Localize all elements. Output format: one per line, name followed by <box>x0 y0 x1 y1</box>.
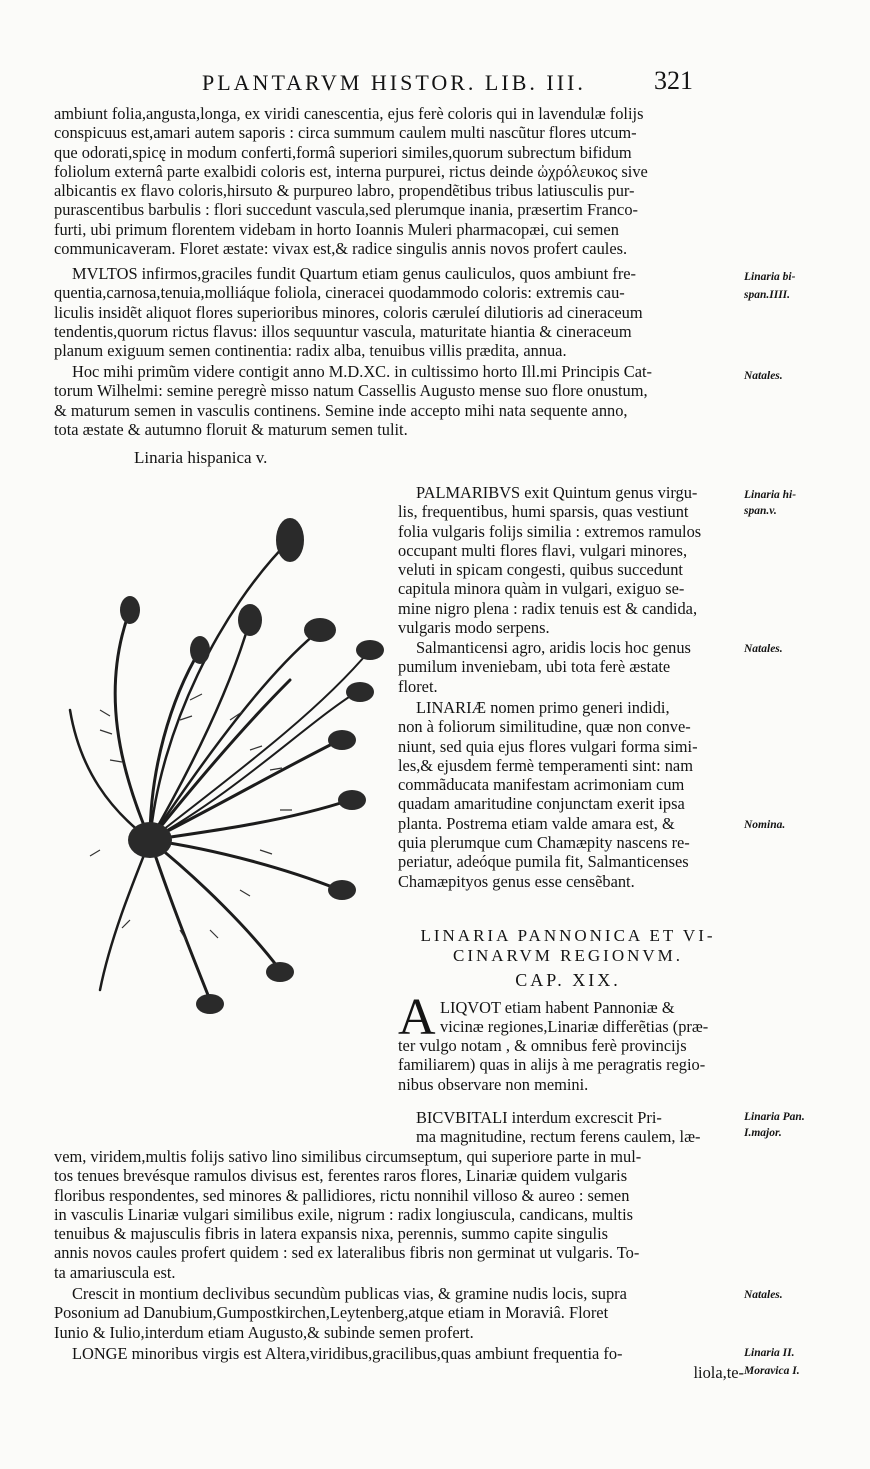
text-line: ambiunt folia,angusta,longa, ex viridi canescentia, ejus ferè coloris qui in lavendulæ folijs <box>54 104 644 123</box>
text-line: MVLTOS infirmos,graciles fundit Quartum etiam genus cauliculos, quos ambiunt fre- <box>72 264 637 283</box>
text-line: torum Wilhelmi: semine peregrè misso natum Cassellis Augusto mense suo flore onustum, <box>54 381 648 401</box>
running-head: PLANTARVM HISTOR. LIB. III. <box>202 70 586 95</box>
chapter-title-line-2: CINARVM REGIONVM. <box>452 946 684 965</box>
text-line: periatur, adeóque pumila fit, Salmanticenses <box>398 852 689 872</box>
page-number: 321 <box>654 66 693 95</box>
text-line: capitula minora quàm in vulgari, exiguo se- <box>398 579 685 599</box>
text-line: tendentis,quorum rictus flavus: illos sequuntur vascula, maturitate hiantia & cineraceum <box>54 321 632 341</box>
text-line: ma magnitudine, rectum ferens caulem, læ- <box>416 1127 701 1147</box>
text-line: Crescit in montium declivibus secundùm publicas vias, & gramine nudis locis, supra <box>72 1284 627 1303</box>
paragraph-aliquot-tail <box>398 1036 738 1094</box>
text-line: vulgaris modo serpens. <box>398 618 550 638</box>
text-line: que odorati,spicę in modum conferti,formâ superiori similes,quorum subrectum bifidum <box>54 142 632 162</box>
text-line: tenuibus & majusculis fibris in latera expansis nixa, perennis, summo capite singulis <box>54 1224 609 1244</box>
figure-caption: Linaria hispanica v. <box>134 448 268 467</box>
text-line: veluti in spicam congesti, quibus succedunt <box>398 560 683 580</box>
text-line: annis novos caules profert quidem : sed ex lateralibus fibris non germinat ut vulgaris. To- <box>54 1243 640 1263</box>
margin-note: Linaria bi- <box>744 271 796 283</box>
page-header <box>150 64 830 104</box>
linaria-woodcut-illustration <box>40 470 400 1050</box>
text-line: BICVBITALI interdum excrescit Pri- <box>416 1108 662 1127</box>
text-line: LONGE minoribus virgis est Altera,viridibus,gracilibus,quas ambiunt frequentia fo- <box>72 1344 623 1363</box>
top-paragraph <box>54 104 744 258</box>
text-line: Posonium ad Danubium,Gumpostkirchen,Leytenberg,atque etiam in Moraviâ. Floret <box>54 1303 609 1323</box>
paragraph-bicubitali <box>398 1108 738 1147</box>
text-line: Chamæpityos genus esse censẽbant. <box>398 871 635 891</box>
text-line: in vasculis Linariæ vulgari similibus exile, nigrum : radix longiuscula, candicans, multis <box>54 1204 634 1224</box>
text-line: & maturum semen in vasculis continens. Semine inde accepto mihi nata sequente anno, <box>54 400 628 420</box>
text-line: foliolum externâ parte exalbidi coloris est, interna purpurei, rictus deinde ὠχρόλευκος sive <box>54 161 648 181</box>
text-line: floret. <box>398 676 438 696</box>
text-line: non à foliorum similitudine, quæ non conve- <box>398 717 691 737</box>
text-line: Salmanticensi agro, aridis locis hoc genus <box>416 638 691 657</box>
text-line: ter vulgo notam , & omnibus ferè provincijs <box>398 1036 687 1055</box>
text-line: nibus observare non memini. <box>398 1074 589 1094</box>
text-line: liculis insidẽt aliquot flores superioribus minores, coloris cæruleí dilutioris ad cineraceum <box>54 302 643 322</box>
paragraph-palmaribus <box>398 483 738 637</box>
paragraph-linariae <box>398 698 738 891</box>
margin-note: Linaria II. <box>744 1347 795 1359</box>
text-line: LIQVOT etiam habent Pannoniæ & <box>440 998 675 1017</box>
text-line: folia vulgaris folijs similia : extremos ramulos <box>398 521 702 541</box>
text-line: PALMARIBVS exit Quintum genus virgu- <box>416 483 698 502</box>
margin-note: span.IIII. <box>744 289 791 301</box>
text-line: commãducata manifestam acrimoniam cum <box>398 775 685 795</box>
text-line: mine nigro plena : radix tenuis est & candida, <box>398 598 698 618</box>
text-line: ta amariuscula est. <box>54 1262 176 1282</box>
paragraph-longe <box>54 1344 744 1383</box>
paragraph-crescit <box>54 1284 744 1342</box>
text-line: Hoc mihi primũm videre contigit anno M.D.XC. in cultissimo horto Ill.mi Principis Cat- <box>72 362 652 381</box>
margin-note: I.major. <box>744 1127 782 1139</box>
text-line: planta. Postrema etiam valde amara est, & <box>398 813 675 833</box>
margin-note: Linaria Pan. <box>744 1111 805 1123</box>
paragraph-salmanticensi <box>398 638 738 696</box>
text-line: communicaveram. Floret æstate: vivax est,& radice singulis annis novos profert caules. <box>54 239 628 259</box>
text-line: conspicuus est,amari autem saporis : circa summum caulem multi nascũtur flores utcum- <box>54 123 637 143</box>
text-line: LINARIÆ nomen primo generi indidi, <box>416 698 670 717</box>
chapter-number: CAP. XIX. <box>515 970 621 990</box>
paragraph-multos <box>54 264 744 360</box>
margin-note: Natales. <box>744 1289 783 1301</box>
margin-note: Linaria hi- <box>744 489 797 501</box>
text-line: purascentibus barbulis : flori succedunt vascula,sed plerumque inania, præsertim Franco- <box>54 200 638 220</box>
text-line: tos tenues brevésque ramulos divisus est, ferentes raros flores, Linariæ quidem vulgaris <box>54 1166 628 1186</box>
text-line: Iunio & Iulio,interdum etiam Augusto,& subinde semen profert. <box>54 1322 474 1342</box>
text-line: vicinæ regiones,Linariæ differẽtias (præ- <box>440 1017 709 1037</box>
paragraph-aliquot-head <box>440 998 740 1037</box>
drop-capital: A <box>398 989 436 1046</box>
text-line: familiarem) quas in alijs à me peragratis regio- <box>398 1055 706 1075</box>
text-line: planum exiguum semen continentia: radix alba, tenuibus villis prædita, annua. <box>54 341 567 361</box>
bottom-paragraph <box>54 1147 744 1282</box>
margin-note: Natales. <box>744 370 783 382</box>
text-line: floribus respondentes, sed minores & pallidiores, rictu nonnihil villoso & aureo : semen <box>54 1185 630 1205</box>
margin-note: span.v. <box>744 505 777 517</box>
paragraph-hoc <box>54 362 744 439</box>
text-line: tota æstate & autumno floruit & maturum semen tulit. <box>54 419 408 439</box>
text-line: lis, frequentibus, humi sparsis, quas vestiunt <box>398 502 689 522</box>
text-line: furti, ubi primum florentem videbam in horto Ioannis Muleri pharmacopæi, cui semen <box>54 219 619 239</box>
text-line: quadam amaritudine conjunctam exerit ipsa <box>398 794 685 814</box>
text-line: quia plerumque cum Chamæpity nascens re- <box>398 833 690 853</box>
text-line: vem, viridem,multis folijs sativo lino similibus circumseptum, qui superiore parte in mul- <box>54 1147 642 1166</box>
text-line: quentia,carnosa,tenuia,molliáque foliola, cineracei quodammodo coloris: extremis cau- <box>54 283 625 303</box>
text-line: niunt, sed quia ejus flores vulgari forma simi- <box>398 736 698 756</box>
margin-note: Natales. <box>744 643 783 655</box>
margin-note: Moravica I. <box>744 1365 800 1377</box>
text-line: pumilum inveniebam, ubi tota ferè æstate <box>398 657 671 677</box>
text-line: occupant multi flores flavi, vulgari minores, <box>398 540 688 560</box>
text-line: albicantis ex flavo coloris,hirsuto & purpureo labro, propendẽtibus tribus latiusculis pur- <box>54 181 635 201</box>
text-line: liola,te- <box>693 1363 744 1383</box>
margin-note: Nomina. <box>744 819 786 831</box>
text-line: les,& ejusdem fermè temperamenti sint: nam <box>398 755 693 775</box>
chapter-title-line-1: LINARIA PANNONICA ET VI- <box>420 926 716 945</box>
